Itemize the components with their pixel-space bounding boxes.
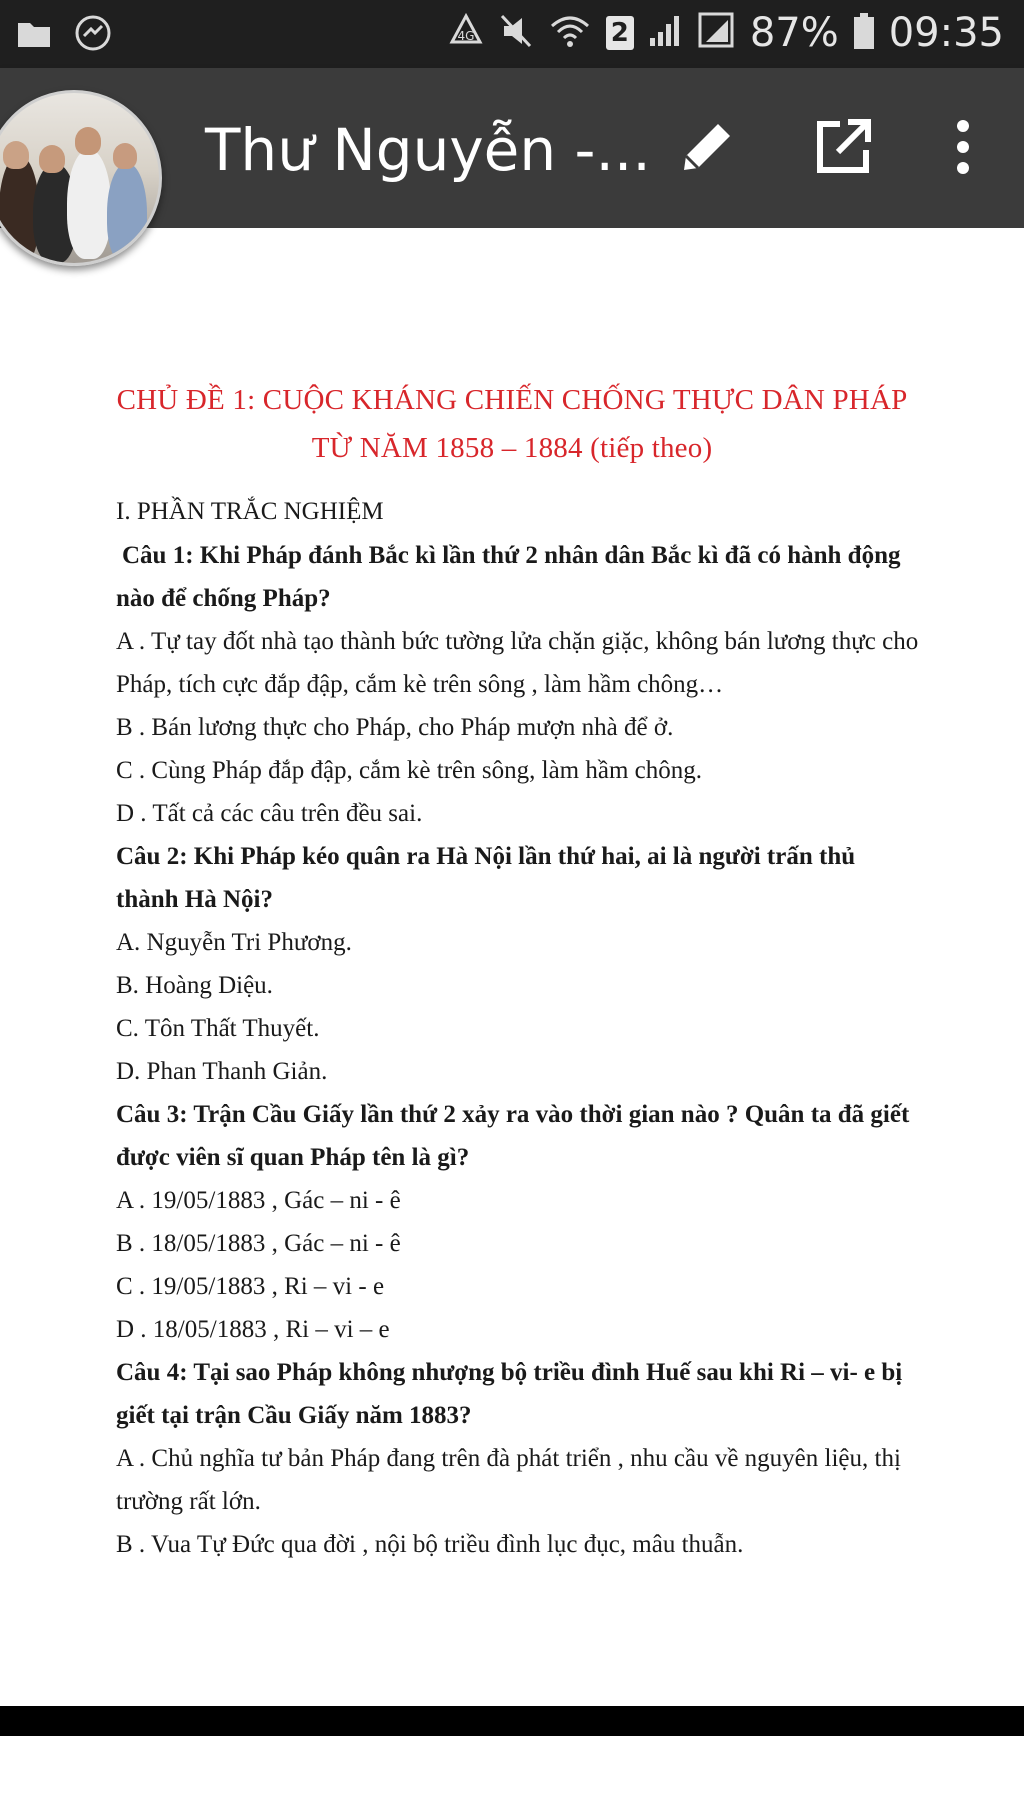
avatar[interactable] — [0, 90, 162, 266]
question-1-line-1: Câu 1: Khi Pháp đánh Bắc kì lần thứ 2 nhân dân Bắc kì đã có hành động — [122, 542, 901, 569]
document-title-line-2: TỪ NĂM 1858 – 1884 (tiếp theo) — [311, 432, 713, 464]
sim-badge: 2 — [606, 16, 634, 50]
question-4-line-1: Câu 4: Tại sao Pháp không nhượng bộ triều đình Huế sau khi Ri – vi- e bị — [116, 1359, 903, 1386]
question-2-line-2: thành Hà Nội? — [116, 886, 273, 913]
svg-text:4G: 4G — [457, 28, 475, 43]
q1-option-c: C . Cùng Pháp đắp đập, cắm kè trên sông, làm hầm chông. — [116, 757, 702, 784]
q1-option-d: D . Tất cả các câu trên đều sai. — [116, 800, 423, 827]
q1-option-a-line-2: Pháp, tích cực đắp đập, cắm kè trên sông , làm hầm chông… — [116, 671, 724, 698]
signal-icon-secondary — [698, 12, 736, 55]
q3-option-a: A . 19/05/1883 , Gác – ni - ê — [116, 1187, 401, 1214]
question-1-line-2: nào để chống Pháp? — [116, 585, 331, 612]
q2-option-c: C. Tôn Thất Thuyết. — [116, 1015, 320, 1042]
folder-icon — [16, 17, 52, 54]
q4-option-a-line-1: A . Chủ nghĩa tư bản Pháp đang trên đà phát triển , nhu cầu về nguyên liệu, thị — [116, 1445, 901, 1472]
q3-option-d: D . 18/05/1883 , Ri – vi – e — [116, 1316, 390, 1343]
battery-icon — [853, 12, 875, 55]
q4-option-a-line-2: trường rất lớn. — [116, 1488, 261, 1515]
q2-option-a: A. Nguyễn Tri Phương. — [116, 929, 352, 956]
question-2-line-1: Câu 2: Khi Pháp kéo quân ra Hà Nội lần thứ hai, ai là người trấn thủ — [116, 843, 856, 870]
q3-option-b: B . 18/05/1883 , Gác – ni - ê — [116, 1230, 401, 1257]
open-in-new-icon[interactable] — [808, 112, 878, 182]
data-saver-icon — [448, 12, 484, 55]
pencil-icon[interactable] — [672, 112, 742, 182]
section-heading: I. PHẦN TRẮC NGHIỆM — [116, 498, 384, 525]
document-title-line-1: CHỦ ĐỀ 1: CUỘC KHÁNG CHIẾN CHỐNG THỰC DÂN PHÁP — [116, 384, 908, 416]
bottom-divider-bar — [0, 1706, 1024, 1736]
question-3-line-2: được viên sĩ quan Pháp tên là gì? — [116, 1144, 470, 1171]
q2-option-b: B. Hoàng Diệu. — [116, 972, 273, 999]
document-page — [0, 228, 1024, 1708]
more-vert-icon[interactable] — [928, 112, 998, 182]
conversation-title[interactable]: Thư Nguyễn -... — [205, 116, 651, 184]
q4-option-b: B . Vua Tự Đức qua đời , nội bộ triều đình lục đục, mâu thuẫn. — [116, 1531, 744, 1558]
mute-icon — [498, 12, 534, 55]
battery-percent: 87% — [749, 10, 839, 56]
q3-option-c: C . 19/05/1883 , Ri – vi - e — [116, 1273, 385, 1300]
messenger-icon — [74, 14, 112, 57]
q2-option-d: D. Phan Thanh Giản. — [116, 1058, 328, 1085]
wifi-icon — [548, 12, 592, 55]
status-bar — [0, 0, 1024, 68]
question-3-line-1: Câu 3: Trận Cầu Giấy lần thứ 2 xảy ra vào thời gian nào ? Quân ta đã giết — [116, 1101, 910, 1128]
question-4-line-2: giết tại trận Cầu Giấy năm 1883? — [116, 1402, 472, 1429]
signal-icon — [648, 12, 684, 55]
q1-option-a-line-1: A . Tự tay đốt nhà tạo thành bức tường lửa chặn giặc, không bán lương thực cho — [116, 628, 919, 655]
q1-option-b: B . Bán lương thực cho Pháp, cho Pháp mượn nhà để ở. — [116, 714, 674, 741]
clock: 09:35 — [888, 10, 1004, 56]
